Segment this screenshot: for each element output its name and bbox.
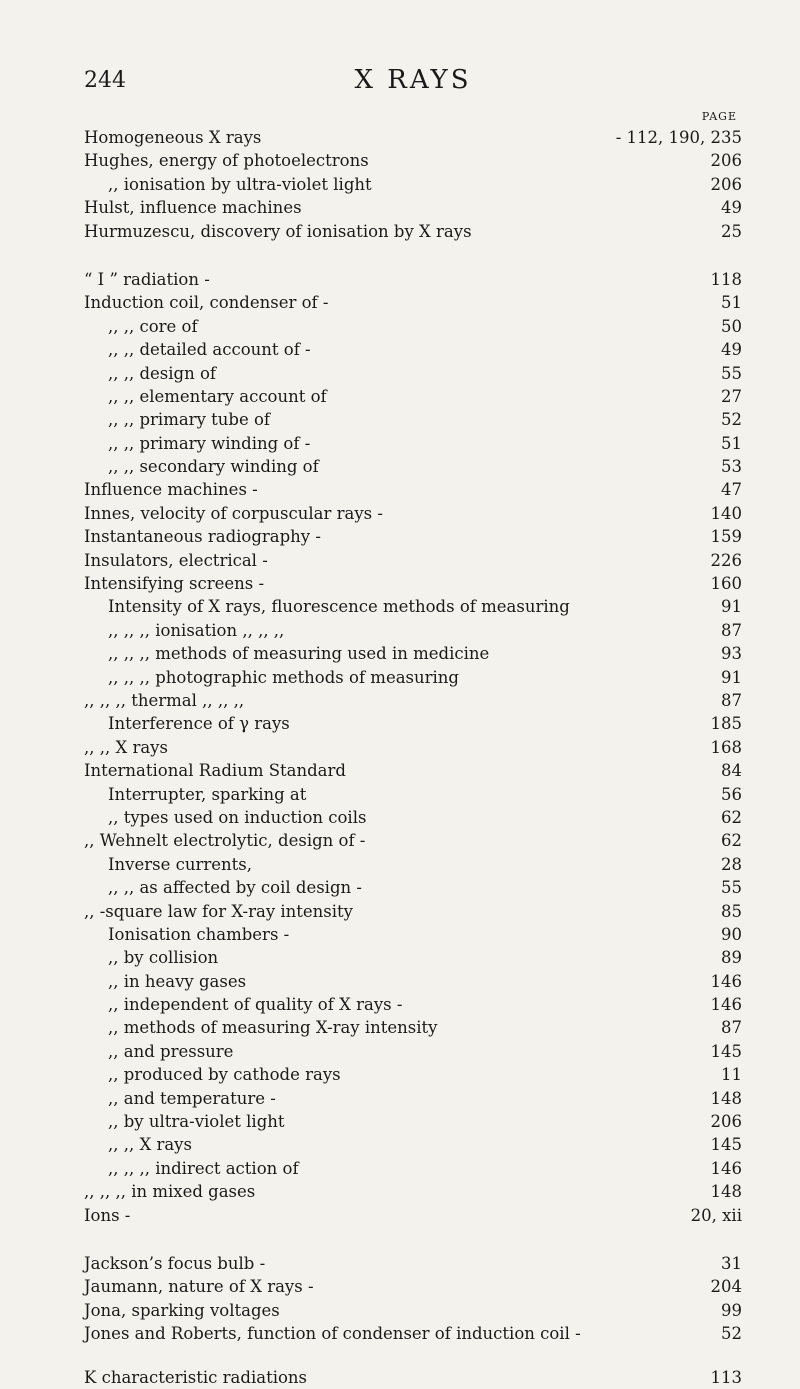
entry-page: 159 [710,527,742,547]
entry-text: ,, and pressure [108,1041,234,1061]
entry-text: Hurmuzescu, discovery of ionisation by X rays [84,221,472,241]
entry-page: 146 [710,995,742,1015]
index-entry [84,829,742,852]
index-entry [84,1366,742,1389]
entry-text: ,, ,, core of [108,316,198,336]
index-entry [84,923,742,946]
entry-text: ,, in heavy gases [108,971,247,991]
entry-page: 93 [721,644,742,664]
index-entry [84,736,742,759]
index-entry [84,338,742,361]
index-entry [84,291,742,314]
index-entry [84,806,742,829]
entry-text: Insulators, electrical - [84,550,268,570]
entry-page: 148 [710,1182,742,1202]
entry-page: 49 [721,340,742,360]
entry-text: ,, ,, ,, photographic methods of measuring [108,667,459,687]
entry-page: 91 [721,667,742,687]
index-entry [84,1157,742,1180]
entry-page: 87 [721,620,742,640]
entry-page: 53 [721,457,742,477]
entry-text: ,, ,, as affected by coil design - [108,878,362,898]
entry-page: 51 [721,293,742,313]
entry-text: Inverse currents, [108,854,252,874]
entry-text: ,, ,, ,, indirect action of [108,1158,299,1178]
entry-page: 50 [721,316,742,336]
index-entry [84,946,742,969]
entry-page: 62 [721,831,742,851]
index-entry [84,315,742,338]
entry-page: 52 [721,410,742,430]
entry-page: 28 [721,854,742,874]
entry-text: ,, ,, primary winding of - [108,433,311,453]
index-entry [84,173,742,196]
index-entry [84,1063,742,1086]
entry-text: Innes, velocity of corpuscular rays - [84,503,383,523]
entry-text: ,, ,, ,, ionisation ,, ,, ,, [108,620,285,640]
group-gap [84,243,742,268]
entry-page: 51 [721,433,742,453]
entry-page: 25 [721,221,742,241]
entry-text: ,, and temperature - [108,1088,276,1108]
entry-text: Jackson’s focus bulb - [84,1253,266,1273]
index-entry [84,1299,742,1322]
entry-text: ,, ,, primary tube of [108,410,271,430]
index-entry [84,408,742,431]
entry-text: ,, Wehnelt electrolytic, design of - [84,831,366,851]
index-entry [84,362,742,385]
entry-page: 11 [721,1065,742,1085]
entry-page: 226 [710,550,742,570]
entry-page: 160 [710,574,742,594]
entry-page: 56 [721,784,742,804]
index-entry [84,619,742,642]
entry-page: 90 [721,924,742,944]
index-entry [84,1322,742,1345]
entry-page: 140 [710,503,742,523]
index-list [84,126,742,1389]
index-entry [84,1275,742,1298]
entry-text: Induction coil, condenser of - [84,293,329,313]
entry-text: “ I ” radiation - [84,269,210,289]
entry-text: K characteristic radiations [84,1367,307,1387]
entry-page: 52 [721,1324,742,1344]
entry-text: ,, ,, ,, thermal ,, ,, ,, [84,690,245,710]
index-entry [84,900,742,923]
entry-text: Ions - [84,1205,131,1225]
entry-text: Jones and Roberts, function of condenser of induction coil - [84,1324,581,1344]
entry-page: 168 [710,737,742,757]
index-entry [84,385,742,408]
entry-text: ,, types used on induction coils [108,807,367,827]
entry-text: Jona, sparking voltages [84,1300,280,1320]
entry-text: International Radium Standard [84,761,346,781]
entry-text: ,, by collision [108,948,219,968]
entry-text: ,, produced by cathode rays [108,1065,341,1085]
index-entry [84,455,742,478]
index-entry [84,196,742,219]
entry-page: 145 [710,1135,742,1155]
entry-page: 148 [710,1088,742,1108]
group-gap [84,1346,742,1366]
entry-page: 27 [721,386,742,406]
index-entry [84,853,742,876]
entry-page: 84 [721,761,742,781]
entry-text: Instantaneous radiography - [84,527,321,547]
entry-page: 146 [710,971,742,991]
entry-text: ,, -square law for X-ray intensity [84,901,354,921]
entry-page: 206 [710,151,742,171]
entry-text: ,, ,, secondary winding of [108,457,319,477]
entry-text: Hughes, energy of photoelectrons [84,151,369,171]
entry-page: 87 [721,690,742,710]
index-entry [84,268,742,291]
entry-page: 20, xii [690,1205,742,1225]
entry-page: 47 [721,480,742,500]
index-entry [84,1087,742,1110]
index-entry [84,666,742,689]
index-entry [84,642,742,665]
index-entry [84,432,742,455]
page-number: 244 [84,68,126,93]
entry-text: ,, ,, design of [108,363,217,383]
index-entry [84,993,742,1016]
index-entry [84,1133,742,1156]
entry-page: 204 [710,1277,742,1297]
index-entry [84,126,742,149]
entry-page: - 112, 190, 235 [615,128,742,147]
index-entry [84,783,742,806]
index-entry [84,1180,742,1203]
running-title: X RAYS [354,65,472,95]
entry-text: ,, ionisation by ultra-violet light [108,174,372,194]
index-entry [84,549,742,572]
entry-text: Intensity of X rays, fluorescence methods of measuring [108,597,570,617]
index-entry [84,1110,742,1133]
index-entry [84,1016,742,1039]
index-entry [84,525,742,548]
entry-page: 55 [721,363,742,383]
page-header [84,65,742,108]
index-entry [84,595,742,618]
entry-text: ,, independent of quality of X rays - [108,995,403,1015]
entry-text: ,, ,, ,, methods of measuring used in medicine [108,644,490,664]
entry-page: 31 [721,1253,742,1273]
entry-text: Homogeneous X rays [84,128,262,147]
index-entry [84,1252,742,1275]
entry-text: ,, ,, detailed account of - [108,340,311,360]
entry-page: 185 [710,714,742,734]
entry-text: ,, methods of measuring X-ray intensity [108,1018,438,1038]
entry-page: 99 [721,1300,742,1320]
entry-page: 55 [721,878,742,898]
index-entry [84,759,742,782]
entry-text: ,, ,, ,, in mixed gases [84,1182,256,1202]
entry-page: 206 [710,1112,742,1132]
page-column-label: PAGE [701,110,737,123]
entry-text: Hulst, influence machines [84,198,302,218]
entry-page: 91 [721,597,742,617]
entry-page: 118 [710,269,742,289]
index-entry [84,876,742,899]
entry-page: 145 [710,1041,742,1061]
entry-text: Influence machines - [84,480,258,500]
entry-text: ,, ,, X rays [108,1135,192,1155]
entry-text: ,, ,, X rays [84,737,168,757]
entry-text: Ionisation chambers - [108,924,290,944]
group-gap [84,1227,742,1252]
index-entry [84,712,742,735]
entry-page: 49 [721,198,742,218]
index-entry [84,970,742,993]
index-entry [84,689,742,712]
entry-text: Interference of γ rays [108,714,290,734]
index-entry [84,149,742,172]
index-entry [84,572,742,595]
entry-page: 87 [721,1018,742,1038]
entry-page: 85 [721,901,742,921]
index-entry [84,220,742,243]
index-entry [84,1204,742,1227]
entry-text: ,, ,, elementary account of [108,386,327,406]
entry-text: ,, by ultra-violet light [108,1112,285,1132]
index-entry [84,502,742,525]
entry-page: 62 [721,807,742,827]
index-entry [84,1040,742,1063]
entry-page: 113 [710,1367,742,1387]
entry-text: Jaumann, nature of X rays - [84,1277,314,1297]
entry-page: 206 [710,174,742,194]
entry-page: 89 [721,948,742,968]
entry-text: Interrupter, sparking at [108,784,307,804]
index-entry [84,478,742,501]
entry-page: 146 [710,1158,742,1178]
entry-text: Intensifying screens - [84,574,265,594]
